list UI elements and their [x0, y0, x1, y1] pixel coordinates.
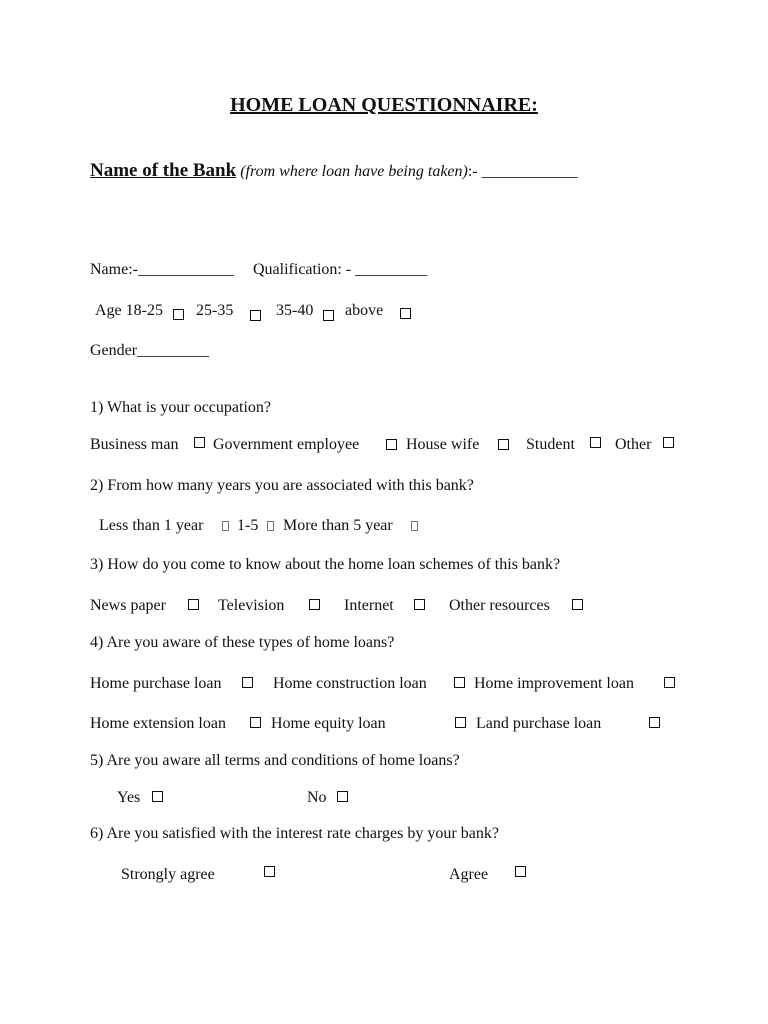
q6-strongly-agree-checkbox[interactable]	[264, 866, 275, 877]
qualification-field: Qualification: - _________	[253, 261, 428, 278]
q4-home-equity-loan-checkbox[interactable]	[455, 717, 466, 728]
bank-name-heading: Name of the Bank	[90, 160, 237, 181]
age-18-25-checkbox[interactable]	[173, 309, 184, 320]
q3-other-resources-label: Other resources	[449, 597, 550, 614]
q6-strongly-agree-label: Strongly agree	[121, 866, 215, 883]
q2-more-than-5-year-checkbox[interactable]	[411, 521, 418, 531]
age-above-label: above	[345, 302, 384, 319]
question-5: 5) Are you aware all terms and conditions of home loans?	[90, 752, 460, 769]
q3-news-paper-checkbox[interactable]	[188, 599, 199, 610]
page-title: HOME LOAN QUESTIONNAIRE:	[230, 94, 538, 116]
q1-business-man-checkbox[interactable]	[194, 437, 205, 448]
q1-government-employee-label: Government employee	[213, 436, 360, 453]
q2-1-5-label: 1-5	[237, 517, 259, 534]
q3-television-checkbox[interactable]	[309, 599, 320, 610]
q1-other-label: Other	[615, 436, 652, 453]
q1-other-checkbox[interactable]	[663, 437, 674, 448]
q2-more-than-5-year-label: More than 5 year	[283, 517, 393, 534]
q4-home-purchase-loan-checkbox[interactable]	[242, 677, 253, 688]
question-4: 4) Are you aware of these types of home loans?	[90, 634, 395, 651]
question-6: 6) Are you satisfied with the interest rate charges by your bank?	[90, 825, 499, 842]
q1-government-employee-checkbox[interactable]	[386, 439, 397, 450]
q6-agree-checkbox[interactable]	[515, 866, 526, 877]
age-35-40-label: 35-40	[276, 302, 314, 319]
q3-internet-checkbox[interactable]	[414, 599, 425, 610]
q1-student-label: Student	[526, 436, 575, 453]
q4-home-construction-loan-checkbox[interactable]	[454, 677, 465, 688]
age-25-35-checkbox[interactable]	[250, 310, 261, 321]
q1-house-wife-checkbox[interactable]	[498, 439, 509, 450]
bank-name-line	[90, 161, 578, 182]
q5-yes-label: Yes	[117, 789, 141, 806]
age-above-checkbox[interactable]	[400, 308, 411, 319]
age-25-35-label: 25-35	[196, 302, 234, 319]
q3-internet-label: Internet	[344, 597, 394, 614]
q6-agree-label: Agree	[449, 866, 489, 883]
q1-student-checkbox[interactable]	[590, 437, 601, 448]
name-field: Name:-____________	[90, 261, 234, 278]
q3-television-label: Television	[218, 597, 285, 614]
q5-no-label: No	[307, 789, 327, 806]
q5-no-checkbox[interactable]	[337, 791, 348, 802]
q2-1-5-checkbox[interactable]	[267, 521, 274, 531]
bank-name-blank: :- ____________	[467, 163, 578, 180]
q4-home-extension-loan-checkbox[interactable]	[250, 717, 261, 728]
q3-other-resources-checkbox[interactable]	[572, 599, 583, 610]
question-3: 3) How do you come to know about the home loan schemes of this bank?	[90, 556, 561, 573]
q4-home-improvement-loan-label: Home improvement loan	[474, 675, 634, 692]
q3-news-paper-label: News paper	[90, 597, 166, 614]
q4-home-improvement-loan-checkbox[interactable]	[664, 677, 675, 688]
age-35-40-checkbox[interactable]	[323, 310, 334, 321]
q1-business-man-label: Business man	[90, 436, 179, 453]
q4-home-purchase-loan-label: Home purchase loan	[90, 675, 222, 692]
bank-name-note: (from where loan have being taken)	[240, 163, 468, 180]
q2-less-than-1-year-label: Less than 1 year	[99, 517, 204, 534]
q4-home-extension-loan-label: Home extension loan	[90, 715, 226, 732]
q4-home-construction-loan-label: Home construction loan	[273, 675, 427, 692]
q1-house-wife-label: House wife	[406, 436, 480, 453]
age-label: Age 18-25	[95, 302, 163, 319]
question-2: 2) From how many years you are associated with this bank?	[90, 477, 474, 494]
q2-less-than-1-year-checkbox[interactable]	[222, 521, 229, 531]
question-1: 1) What is your occupation?	[90, 399, 271, 416]
q4-home-equity-loan-label: Home equity loan	[271, 715, 386, 732]
q5-yes-checkbox[interactable]	[152, 791, 163, 802]
q4-land-purchase-loan-label: Land purchase loan	[476, 715, 602, 732]
gender-field: Gender_________	[90, 342, 210, 359]
q4-land-purchase-loan-checkbox[interactable]	[649, 717, 660, 728]
